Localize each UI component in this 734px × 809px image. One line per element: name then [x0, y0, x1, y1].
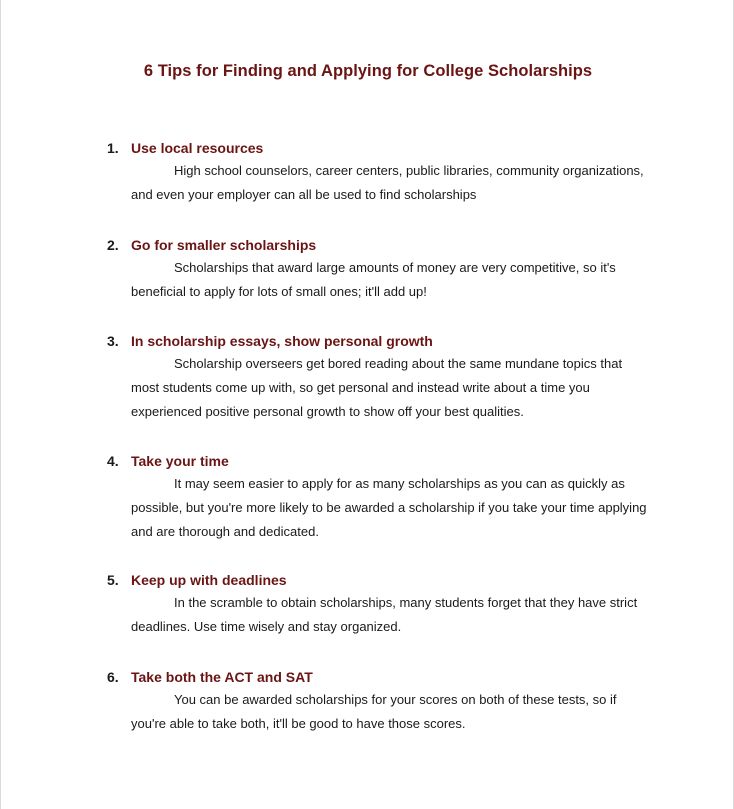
tip-heading: Go for smaller scholarships	[131, 237, 317, 253]
tip-number: 4.	[107, 453, 119, 469]
tip-heading: In scholarship essays, show personal growth	[131, 333, 433, 349]
tip-body: Scholarship overseers get bored reading about the same mundane topics that most students come up with, so get personal and instead write about a time you experienced positive personal growth to show off your best qualities.	[131, 356, 623, 419]
tip-body: High school counselors, career centers, public libraries, community organizations, and even your employer can all be used to find scholarships	[131, 163, 644, 202]
tip-number: 6.	[107, 669, 119, 685]
tip-heading: Use local resources	[131, 140, 264, 156]
tip-number: 5.	[107, 572, 119, 588]
tip-number: 1.	[107, 140, 119, 156]
tip-body: You can be awarded scholarships for your scores on both of these tests, so if you're able to take both, it'll be good to have those scores.	[131, 692, 617, 731]
tip-heading: Take both the ACT and SAT	[131, 669, 313, 685]
tip-body: In the scramble to obtain scholarships, many students forget that they have strict deadlines. Use time wisely and stay organized.	[131, 595, 638, 634]
tip-heading: Take your time	[131, 453, 229, 469]
document-title: 6 Tips for Finding and Applying for College Scholarships	[143, 62, 593, 80]
tip-heading: Keep up with deadlines	[131, 572, 287, 588]
tip-number: 3.	[107, 333, 119, 349]
tip-body: It may seem easier to apply for as many scholarships as you can as quickly as possible, but you're more likely to be awarded a scholarship if you take your time applying and are thorough and dedicated.	[131, 476, 647, 539]
tip-body: Scholarships that award large amounts of money are very competitive, so it's beneficial to apply for lots of small ones; it'll add up!	[131, 260, 616, 299]
tip-number: 2.	[107, 237, 119, 253]
